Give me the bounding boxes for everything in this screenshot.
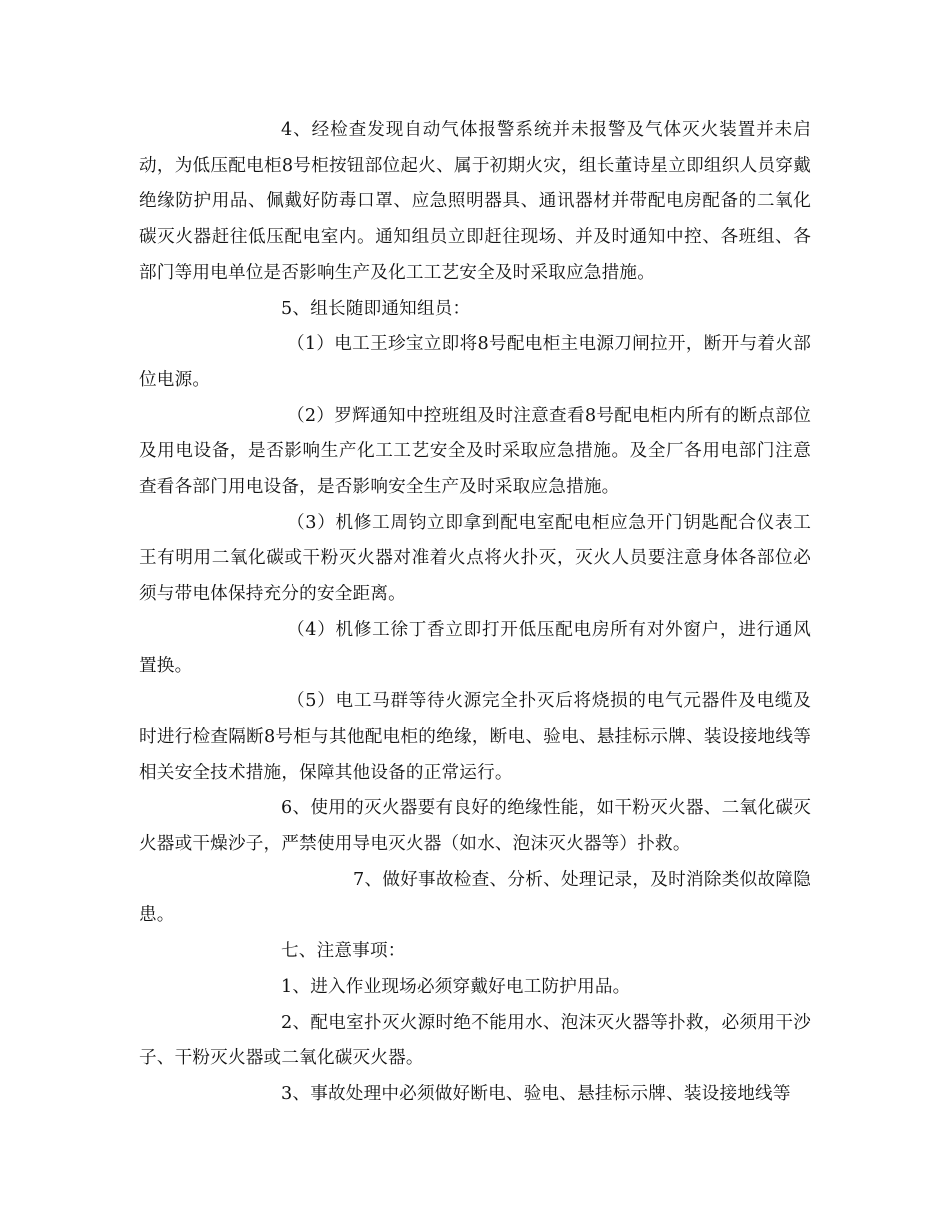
paragraph-item-7: 7、做好事故检查、分析、处理记录，及时消除类似故障隐患。 xyxy=(139,869,811,926)
notes-item-1: 1、进入作业现场必须穿戴好电工防护用品。 xyxy=(281,976,631,997)
notes-item-2: 2、配电室扑灭火源时绝不能用水、泡沫灭火器等扑救，必须用干沙子、干粉灭火器或二氧化碳灭火器。 xyxy=(139,1012,811,1069)
paragraph-item-5: 5、组长随即通知组员： xyxy=(281,298,471,319)
paragraph-subitem-4: （4）机修工徐丁香立即打开低压配电房所有对外窗户，进行通风置换。 xyxy=(139,619,811,676)
paragraph-subitem-3: （3）机修工周钧立即拿到配电室配电柜应急开门钥匙配合仪表工王有明用二氧化碳或干粉灭火器对准着火点将火扑灭，灭火人员要注意身体各部位必须与带电体保持充分的安全距离。 xyxy=(139,512,811,605)
paragraph-subitem-1: （1）电工王珍宝立即将8号配电柜主电源刀闸拉开，断开与着火部位电源。 xyxy=(139,334,811,390)
document-body xyxy=(139,113,811,1113)
paragraph-subitem-2: （2）罗辉通知中控班组及时注意查看8号配电柜内所有的断点部位及用电设备，是否影响生产化工工艺安全及时采取应急措施。及全厂各用电部门注意查看各部门用电设备，是否影响安全生产及时采取应急措施。 xyxy=(139,405,811,498)
section-heading-notes: 七、注意事项： xyxy=(281,941,406,962)
paragraph-item-4: 4、经检查发现自动气体报警系统并未报警及气体灭火装置并未启动，为低压配电柜8号柜按钮部位起火、属于初期火灾，组长董诗星立即组织人员穿戴绝缘防护用品、佩戴好防毒口罩、应急照明器具、通讯器材并带配电房配备的二氧化碳灭火器赶往低压配电室内。通知组员立即赶往现场、并及时通知中控、各班组、各部门等用电单位是否影响生产及化工工艺安全及时采取应急措施。 xyxy=(139,120,811,283)
paragraph-item-6: 6、使用的灭火器要有良好的绝缘性能，如干粉灭火器、二氧化碳灭火器或干燥沙子，严禁使用导电灭火器（如水、泡沫灭火器等）扑救。 xyxy=(139,798,811,855)
paragraph-subitem-5: （5）电工马群等待火源完全扑灭后将烧损的电气元器件及电缆及时进行检查隔断8号柜与其他配电柜的绝缘，断电、验电、悬挂标示牌、装设接地线等相关安全技术措施，保障其他设备的正常运行。 xyxy=(139,691,811,783)
notes-item-3: 3、事故处理中必须做好断电、验电、悬挂标示牌、装设接地线等 xyxy=(281,1083,791,1104)
